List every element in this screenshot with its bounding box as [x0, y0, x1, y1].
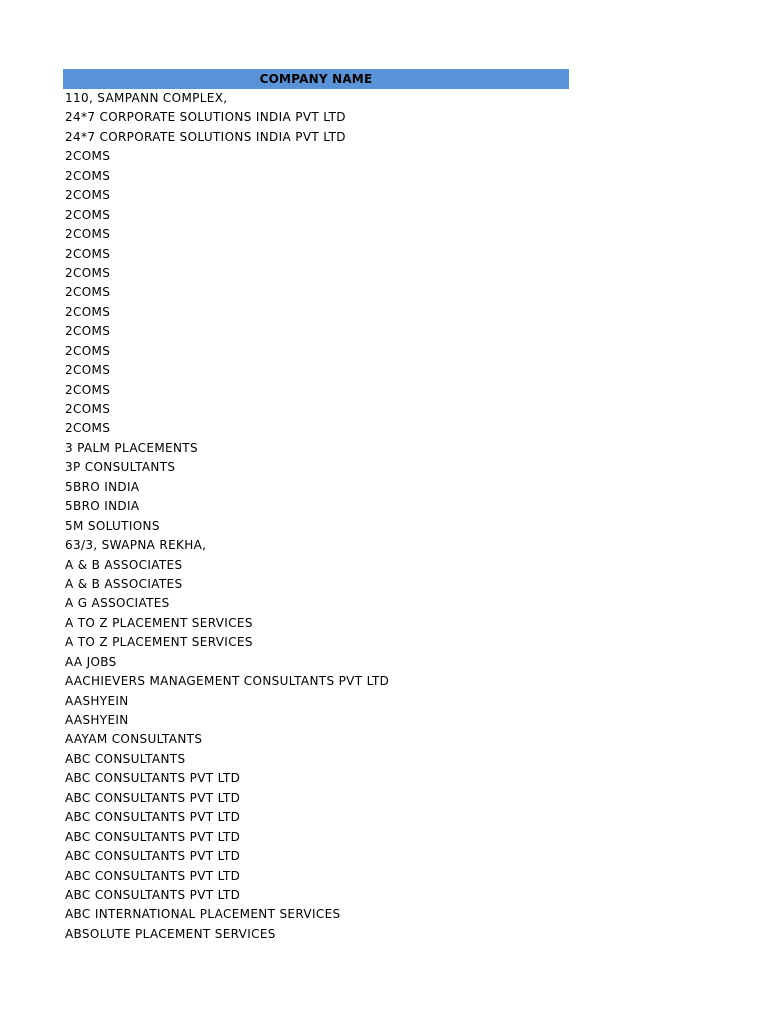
company-table: [63, 69, 569, 944]
table-row: 2COMS: [65, 265, 111, 280]
table-row: 2COMS: [65, 343, 111, 358]
table-row: 2COMS: [65, 168, 111, 183]
company-list: [63, 89, 569, 944]
table-row: ABC CONSULTANTS PVT LTD: [65, 771, 241, 786]
table-row: ABC CONSULTANTS: [65, 751, 186, 766]
table-row: AASHYEIN: [65, 693, 129, 708]
table-row: 2COMS: [65, 207, 111, 222]
table-row: 2COMS: [65, 246, 111, 261]
table-row: A & B ASSOCIATES: [65, 576, 183, 591]
table-row: ABC CONSULTANTS PVT LTD: [65, 868, 241, 883]
table-row: ABC CONSULTANTS PVT LTD: [65, 829, 241, 844]
table-row: ABC CONSULTANTS PVT LTD: [65, 790, 241, 805]
table-row: 5BRO INDIA: [65, 499, 140, 514]
table-row: A TO Z PLACEMENT SERVICES: [65, 615, 253, 630]
table-row: ABC CONSULTANTS PVT LTD: [65, 849, 241, 864]
table-row: 2COMS: [65, 188, 111, 203]
table-row: 63/3, SWAPNA REKHA,: [65, 538, 207, 553]
table-row: 5BRO INDIA: [65, 479, 140, 494]
table-row: 2COMS: [65, 227, 111, 242]
table-row: 3 PALM PLACEMENTS: [65, 440, 198, 455]
table-row: 5M SOLUTIONS: [65, 518, 160, 533]
table-row: A & B ASSOCIATES: [65, 557, 183, 572]
table-row: AACHIEVERS MANAGEMENT CONSULTANTS PVT LTD: [65, 674, 390, 689]
table-row: 2COMS: [65, 285, 111, 300]
table-row: 2COMS: [65, 402, 111, 416]
table-row: 2COMS: [65, 324, 111, 339]
table-row: 2COMS: [65, 363, 111, 378]
table-row: 2COMS: [65, 149, 111, 164]
table-row: AAYAM CONSULTANTS: [65, 732, 203, 747]
table-row: AA JOBS: [65, 654, 117, 669]
table-row: ABC CONSULTANTS PVT LTD: [65, 887, 241, 902]
table-row: 3P CONSULTANTS: [65, 460, 176, 475]
table-row: 2COMS: [65, 421, 111, 436]
table-row: 110, SAMPANN COMPLEX,: [65, 91, 228, 105]
table-row: ABSOLUTE PLACEMENT SERVICES: [65, 926, 276, 941]
table-row: AASHYEIN: [65, 713, 129, 727]
column-header-company-name: COMPANY NAME: [63, 69, 569, 89]
table-row: ABC CONSULTANTS PVT LTD: [65, 810, 241, 825]
table-row: 2COMS: [65, 304, 111, 319]
table-row: 24*7 CORPORATE SOLUTIONS INDIA PVT LTD: [65, 110, 346, 125]
table-row: 24*7 CORPORATE SOLUTIONS INDIA PVT LTD: [65, 129, 346, 144]
table-row: ABC INTERNATIONAL PLACEMENT SERVICES: [65, 907, 341, 922]
table-row: A G ASSOCIATES: [65, 596, 170, 611]
table-row: A TO Z PLACEMENT SERVICES: [65, 635, 253, 650]
table-row: 2COMS: [65, 382, 111, 397]
